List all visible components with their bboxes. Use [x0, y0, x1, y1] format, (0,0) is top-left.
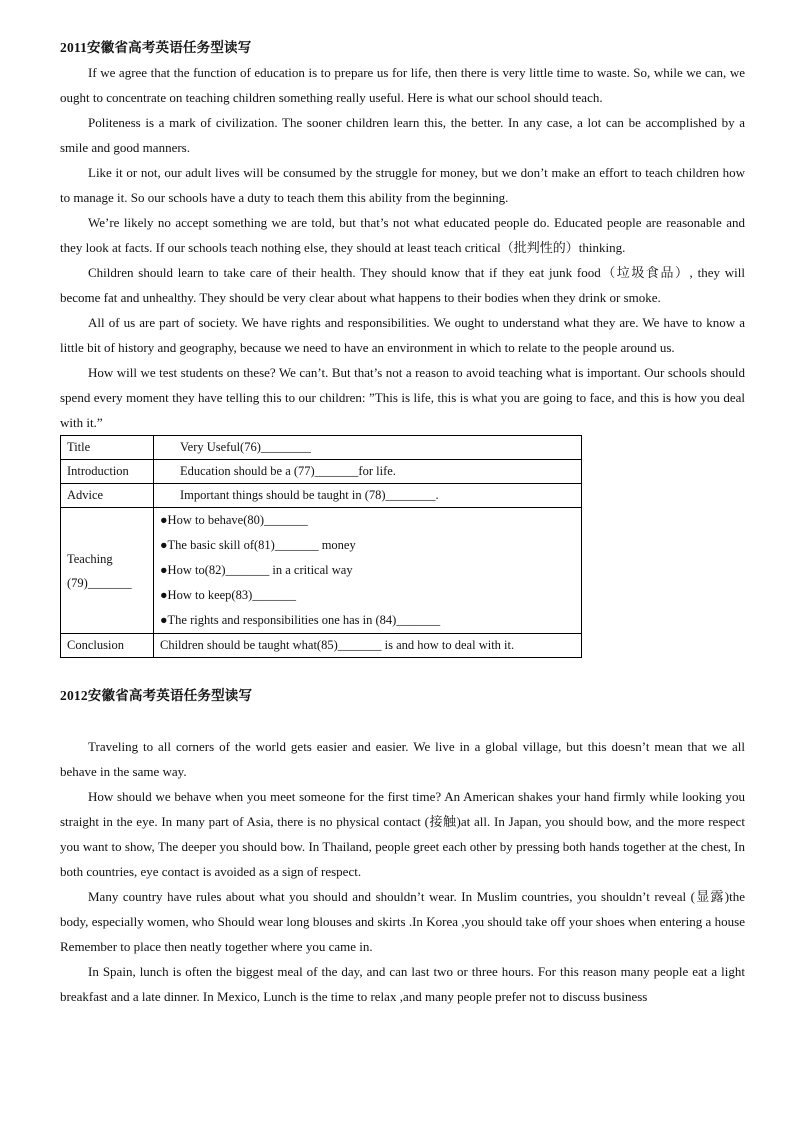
paragraph: Many country have rules about what you should and shouldn’t wear. In Muslim countries, you shouldn’t reveal (显露)the body, especially women, who Should wear long blouses and skirts .In Korea ,you should take off your shoes when entering a house Remember to place then neatly together where you came in. — [60, 889, 745, 954]
paragraph: How will we test students on these? We can’t. But that’s not a reason to avoid teaching what is important. Our schools should spend every moment they have telling this to our children: ”This is life, this is what you are going to face, and this is how you deal with it.” — [60, 365, 745, 430]
teaching-item: ●How to behave(80)_______ — [160, 513, 308, 527]
task-table — [60, 435, 582, 658]
paragraph: If we agree that the function of education is to prepare us for life, then there is very little time to waste. So, while we can, we ought to concentrate on teaching children something really useful. Here is what our school should teach. — [60, 65, 745, 105]
table-cell-advice-value: Important things should be taught in (78)________. — [154, 484, 582, 508]
paragraph: How should we behave when you meet someone for the first time? An American shakes your hand firmly while looking you straight in the eye. In many part of Asia, there is no physical contact (接触)at all. In Japan, you should bow, and the more respect you want to show, The deeper you should bow. In Thailand, people greet each other by pressing both hands together at the chest, In both countries, eye contact is avoided as a sign of respect. — [60, 789, 745, 879]
table-cell-title-value: Very Useful(76)________ — [154, 436, 582, 460]
teaching-item: ●How to keep(83)_______ — [160, 588, 296, 602]
paragraph: In Spain, lunch is often the biggest meal of the day, and can last two or three hours. For this reason many people eat a light breakfast and a late dinner. In Mexico, Lunch is the time to relax ,and many people prefer not to discuss business — [60, 964, 745, 1004]
section-2012-heading: 2012安徽省高考英语任务型读写 — [60, 688, 253, 703]
table-cell-teaching-label — [61, 508, 154, 634]
teaching-label-line: Teaching — [67, 551, 113, 566]
paragraph: All of us are part of society. We have rights and responsibilities. We ought to understand what they are. We have to know a little bit of history and geography, because we need to have an environment in which to relate to the people around us. — [60, 315, 745, 355]
paragraph: We’re likely no accept something we are told, but that’s not what educated people do. Educated people are reasonable and they look at facts. If our schools teach nothing else, they should at least teach critical（批判性的）thinking. — [60, 215, 745, 255]
teaching-item: ●The basic skill of(81)_______ money — [160, 538, 356, 552]
table-cell-conclusion-label: Conclusion — [61, 634, 154, 658]
spacer — [60, 658, 745, 684]
paragraph: Politeness is a mark of civilization. The sooner children learn this, the better. In any case, a lot can be accomplished by a smile and good manners. — [60, 115, 745, 155]
paragraph: Traveling to all corners of the world gets easier and easier. We live in a global village, but this doesn’t mean that we all behave in the same way. — [60, 739, 745, 779]
table-cell-conclusion-value: Children should be taught what(85)_______ is and how to deal with it. — [154, 634, 582, 658]
table-cell-advice-label: Advice — [61, 484, 154, 508]
table-cell-intro-value: Education should be a (77)_______for life. — [154, 460, 582, 484]
section-2011-heading: 2011安徽省高考英语任务型读写 — [60, 40, 252, 55]
table-cell-title-label: Title — [61, 436, 154, 460]
document-page — [60, 36, 745, 1009]
teaching-label-line: (79)_______ — [67, 575, 132, 590]
paragraph: Like it or not, our adult lives will be consumed by the struggle for money, but we don’t make an effort to teach children how to manage it. So our schools have a duty to teach them this ability from the beginning. — [60, 165, 745, 205]
teaching-item: ●How to(82)_______ in a critical way — [160, 563, 353, 577]
paragraph: Children should learn to take care of their health. They should know that if they eat junk food（垃圾食品）, they will become fat and unhealthy. They should be very clear about what happens to their bodies when they drink or smoke. — [60, 265, 745, 305]
table-cell-teaching-items — [154, 508, 582, 634]
table-cell-intro-label: Introduction — [61, 460, 154, 484]
spacer — [60, 708, 745, 734]
teaching-item: ●The rights and responsibilities one has in (84)_______ — [160, 613, 441, 627]
